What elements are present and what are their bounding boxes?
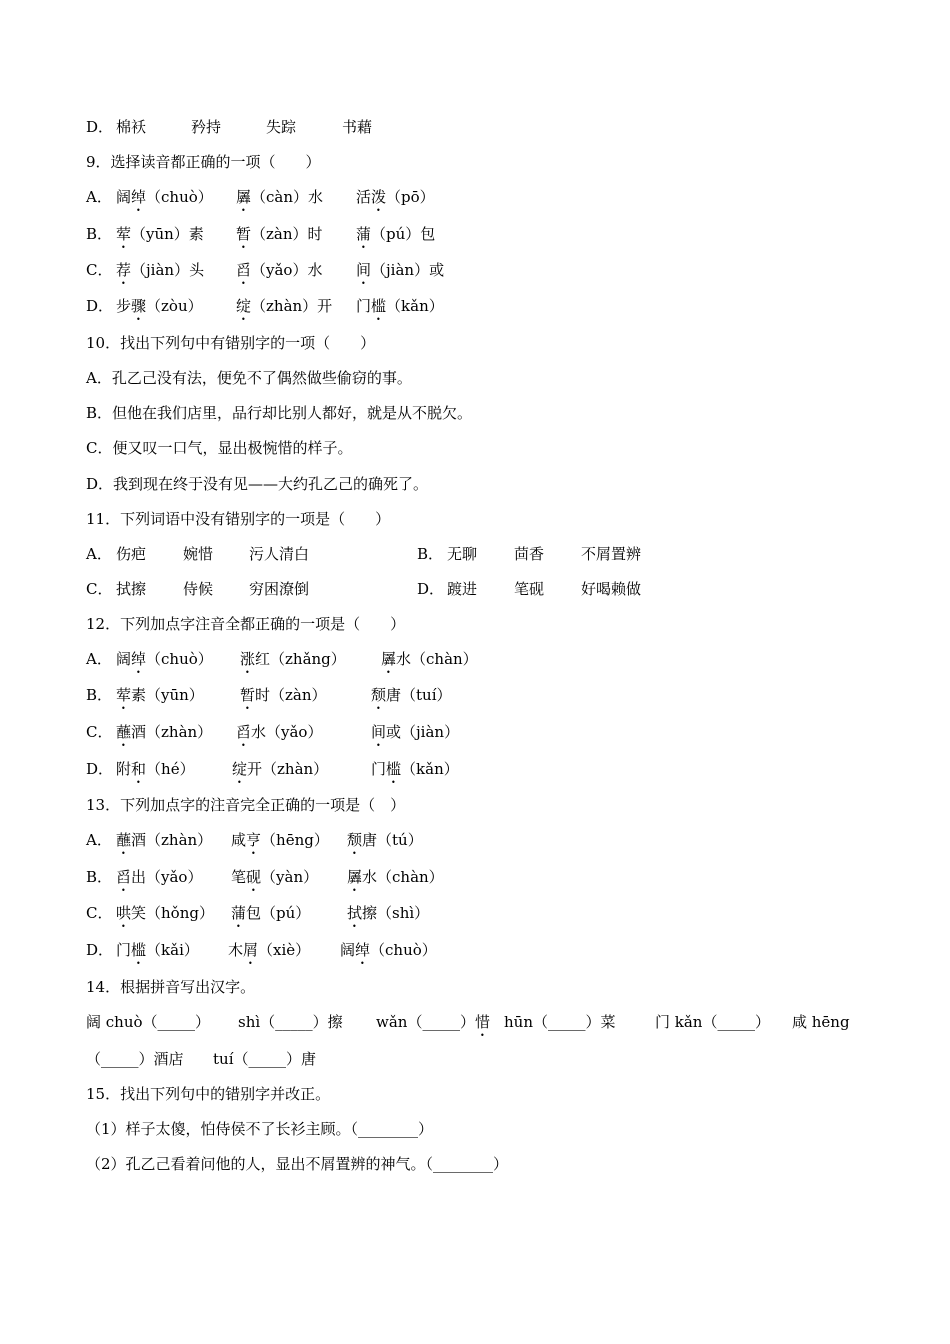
option-label: D． bbox=[86, 297, 114, 315]
q9-stem: 9．选择读音都正确的一项（ ） bbox=[86, 153, 321, 171]
option-label: C． bbox=[86, 904, 113, 922]
fill-item: （_____）酒店 bbox=[86, 1050, 184, 1068]
option-label: B． bbox=[86, 686, 113, 704]
option-label: C． bbox=[86, 723, 113, 741]
word: 无聊 bbox=[447, 545, 478, 563]
item: 木屑（xiè） bbox=[228, 941, 311, 959]
q10-option-c: C．便又叹一口气，显出极惋惜的样子。 bbox=[86, 439, 353, 457]
q11-row-cd bbox=[86, 579, 642, 599]
item: 舀水（yǎo） bbox=[236, 723, 323, 741]
answer-blank[interactable]: _____ bbox=[157, 1013, 196, 1031]
q15-stem: 15．找出下列句中的错别字并改正。 bbox=[86, 1085, 331, 1103]
word: 婉惜 bbox=[183, 545, 214, 563]
fill-item: 门 kǎn（_____） bbox=[655, 1013, 770, 1031]
item: 步骤（zòu） bbox=[116, 297, 203, 315]
q11-row-ab bbox=[86, 544, 642, 564]
answer-blank[interactable]: _____ bbox=[717, 1013, 755, 1031]
option-label: B． bbox=[86, 868, 113, 886]
q9-option-a bbox=[86, 187, 435, 207]
item: 门槛（kǎn） bbox=[356, 297, 444, 315]
q10-option-b: B．但他在我们店里，品行却比别人都好，就是从不脱欠。 bbox=[86, 404, 473, 422]
q14-stem: 14．根据拼音写出汉字。 bbox=[86, 978, 256, 996]
item: 哄笑（hǒng） bbox=[116, 904, 214, 922]
word: 穷困潦倒 bbox=[249, 580, 310, 598]
q9-option-b bbox=[86, 224, 436, 244]
item: 颓唐（tuí） bbox=[371, 686, 452, 704]
fill-item: wǎn（_____）惜 bbox=[376, 1013, 490, 1031]
fill-item: hūn（_____）菜 bbox=[504, 1013, 616, 1031]
item: 阔绰（chuò） bbox=[116, 650, 213, 668]
answer-blank[interactable]: _____ bbox=[422, 1013, 460, 1031]
q9-option-c bbox=[86, 260, 445, 280]
item: 蒲包（pú） bbox=[231, 904, 311, 922]
item: 间（jiàn）或 bbox=[356, 261, 445, 279]
item: 荤（yūn）素 bbox=[116, 225, 204, 243]
answer-blank[interactable]: _____ bbox=[547, 1013, 586, 1031]
q13-option-d bbox=[86, 940, 437, 960]
word: 笔砚 bbox=[514, 580, 545, 598]
option-label: A． bbox=[86, 545, 112, 563]
fill-item: tuí（_____）唐 bbox=[213, 1050, 317, 1068]
word: 书藉 bbox=[342, 118, 373, 136]
q13-option-a bbox=[86, 830, 423, 850]
fill-item: 咸 hēng bbox=[792, 1013, 850, 1031]
item: 舀（yǎo）水 bbox=[236, 261, 323, 279]
item: 荤素（yūn） bbox=[116, 686, 204, 704]
answer-blank[interactable]: _____ bbox=[275, 1013, 313, 1031]
answer-blank[interactable]: ________ bbox=[433, 1155, 494, 1173]
item: 咸亨（hēng） bbox=[231, 831, 329, 849]
q8-option-d bbox=[86, 117, 373, 137]
item: 门槛（kǎn） bbox=[371, 760, 459, 778]
answer-blank[interactable]: _____ bbox=[248, 1050, 286, 1068]
option-label: D． bbox=[86, 760, 114, 778]
q15-sentence-1: （1）样子太傻，怕侍侯不了长衫主顾。（________） bbox=[86, 1120, 434, 1138]
item: 暂（zàn）时 bbox=[236, 225, 323, 243]
q12-option-b bbox=[86, 685, 452, 705]
option-label: C． bbox=[86, 580, 113, 598]
item: 羼水（chàn） bbox=[347, 868, 444, 886]
item: 舀出（yǎo） bbox=[116, 868, 203, 886]
item: 阔绰（chuò） bbox=[340, 941, 437, 959]
q12-option-d bbox=[86, 759, 459, 779]
item: 间或（jiàn） bbox=[371, 723, 460, 741]
fill-item: 阔 chuò（_____） bbox=[86, 1013, 211, 1031]
item: 暂时（zàn） bbox=[240, 686, 327, 704]
item: 阔绰（chuò） bbox=[116, 188, 213, 206]
q11-stem: 11．下列词语中没有错别字的一项是（ ） bbox=[86, 510, 391, 528]
option-label: A． bbox=[86, 188, 112, 206]
item: 羼（càn）水 bbox=[236, 188, 324, 206]
item: 涨红（zhǎng） bbox=[240, 650, 346, 668]
word: 侍候 bbox=[183, 580, 214, 598]
fill-item: shì（_____）擦 bbox=[238, 1013, 343, 1031]
q13-option-b bbox=[86, 867, 444, 887]
item: 绽开（zhàn） bbox=[232, 760, 329, 778]
word: 棉袄 bbox=[116, 118, 147, 136]
q10-option-a: A．孔乙己没有法，便免不了偶然做些偷窃的事。 bbox=[86, 369, 412, 387]
option-label: D． bbox=[86, 118, 114, 136]
q9-option-d bbox=[86, 296, 444, 316]
answer-blank[interactable]: _____ bbox=[101, 1050, 139, 1068]
item: 羼水（chàn） bbox=[381, 650, 478, 668]
item: 门槛（kǎi） bbox=[116, 941, 199, 959]
option-label: C． bbox=[86, 261, 113, 279]
item: 拭擦（shì） bbox=[347, 904, 430, 922]
q15-sentence-2: （2）孔乙己看着问他的人，显出不屑置辨的神气。（________） bbox=[86, 1155, 509, 1173]
item: 绽（zhàn）开 bbox=[236, 297, 333, 315]
q10-stem: 10．找出下列句中有错别字的一项（ ） bbox=[86, 334, 376, 352]
word: 矜持 bbox=[191, 118, 222, 136]
item: 颓唐（tú） bbox=[347, 831, 423, 849]
word: 拭擦 bbox=[116, 580, 147, 598]
item: 荐（jiàn）头 bbox=[116, 261, 205, 279]
item: 笔砚（yàn） bbox=[231, 868, 319, 886]
option-label: D． bbox=[86, 941, 114, 959]
option-label: A． bbox=[86, 831, 112, 849]
word: 好喝赖做 bbox=[581, 580, 642, 598]
q13-stem: 13．下列加点字的注音完全正确的一项是（ ） bbox=[86, 796, 406, 814]
word: 污人清白 bbox=[249, 545, 310, 563]
q12-option-c bbox=[86, 722, 460, 742]
item: 活泼（pō） bbox=[356, 188, 435, 206]
q10-option-d: D．我到现在终于没有见——大约孔乙己的确死了。 bbox=[86, 475, 429, 493]
q13-option-c bbox=[86, 903, 430, 923]
option-label: A． bbox=[86, 650, 112, 668]
item: 蘸酒（zhàn） bbox=[116, 831, 213, 849]
option-label: B． bbox=[86, 225, 113, 243]
answer-blank[interactable]: ________ bbox=[358, 1120, 419, 1138]
word: 茴香 bbox=[514, 545, 545, 563]
word: 伤疤 bbox=[116, 545, 147, 563]
q12-stem: 12．下列加点字注音全都正确的一项是（ ） bbox=[86, 615, 406, 633]
option-label: D． bbox=[417, 580, 445, 598]
word: 失踪 bbox=[266, 118, 297, 136]
item: 附和（hé） bbox=[116, 760, 195, 778]
option-label: B． bbox=[417, 545, 444, 563]
item: 蒲（pú）包 bbox=[356, 225, 436, 243]
q12-option-a bbox=[86, 649, 478, 669]
word: 踱进 bbox=[447, 580, 478, 598]
item: 蘸酒（zhàn） bbox=[116, 723, 213, 741]
word: 不屑置辨 bbox=[581, 545, 642, 563]
